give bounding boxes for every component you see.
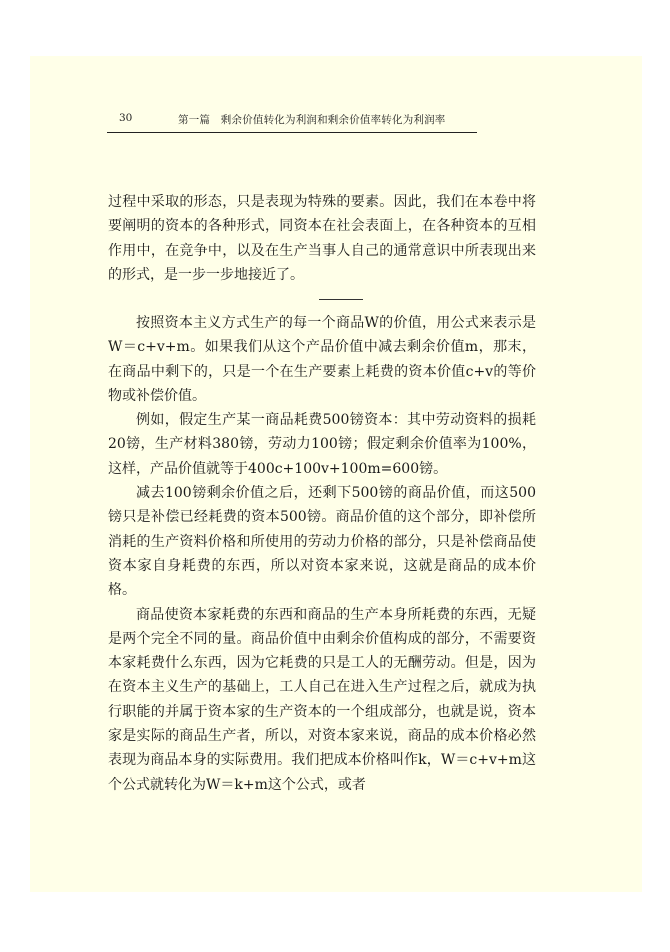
paragraph: 例如，假定生产某一商品耗费500镑资本：其中劳动资料的损耗20镑，生产材料380镑，劳动力100镑；假定剩余价值率为100%，这样，产品价值就等于400c+100v+100m=600镑。 xyxy=(108,412,536,477)
paragraph: 按照资本主义方式生产的每一个商品W的价值，用公式来表示是W＝c+v+m。如果我们从这个产品价值中减去剩余价值m，那末，在商品中剩下的，只是一个在生产要素上耗费的资本价值c+v的等价物或补偿价值。 xyxy=(108,315,536,404)
text-block-after-divider xyxy=(108,311,536,797)
paragraph: 过程中采取的形态，只是表现为特殊的要素。因此，我们在本卷中将要阐明的资本的各种形式，同资本在社会表面上，在各种资本的互相作用中，在竞争中，以及在生产当事人自己的通常意识中所表现出来的形式，是一步一步地接近了。 xyxy=(108,194,536,283)
paragraph: 减去100镑剩余价值之后，还剩下500镑的商品价值，而这500镑只是补偿已经耗费的资本500镑。商品价值的这个部分，即补偿所消耗的生产资料价格和所使用的劳动力价格的部分，只是补偿商品使资本家自身耗费的东西，所以对资本家来说，这就是商品的成本价格。 xyxy=(108,485,536,599)
paragraph: 商品使资本家耗费的东西和商品的生产本身所耗费的东西，无疑是两个完全不同的量。商品价值中由剩余价值构成的部分，不需要资本家耗费什么东西，因为它耗费的只是工人的无酬劳动。但是，因为在资本主义生产的基础上，工人自己在进入生产过程之后，就成为执行职能的并属于资本家的生产资本的一个组成部分，也就是说，资本家是实际的商品生产者，所以，对资本家来说，商品的成本价格必然表现为商品本身的实际费用。我们把成本价格叫作k，W＝c+v+m这个公式就转化为W＝k+m这个公式，或者 xyxy=(108,606,536,793)
running-title: 第一篇 剩余价值转化为利润和剩余价值率转化为利润率 xyxy=(178,114,446,126)
page-number: 30 xyxy=(119,112,133,124)
section-divider xyxy=(319,299,363,300)
page-header xyxy=(107,104,477,133)
text-block-before-divider xyxy=(108,190,536,287)
